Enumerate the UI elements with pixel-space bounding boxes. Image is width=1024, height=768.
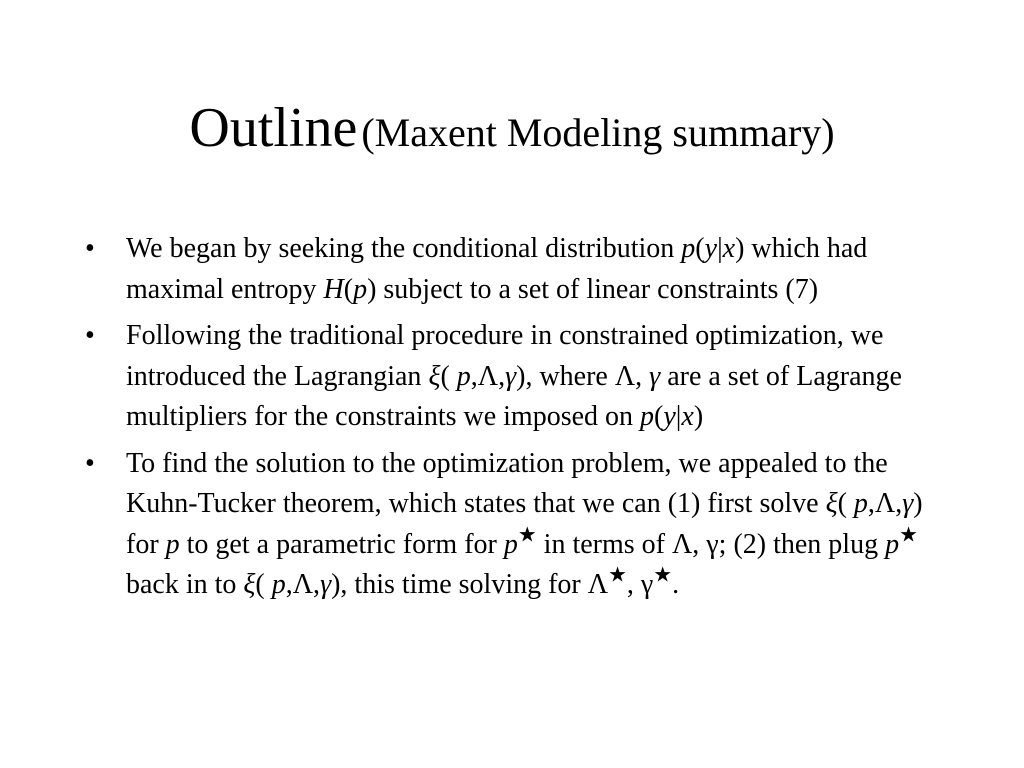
bullet-list	[85, 229, 955, 612]
slide-title	[0, 97, 1024, 159]
bullet-dot-icon: •	[85, 447, 95, 479]
bullet-text: To find the solution to the optimization problem, we appealed to the Kuhn-Tucker theorem, which states that we can (1) first solve ξ( p,Λ,γ) for p to get a parametric form for p★ in terms of Λ, γ; (2) then plug p★ back in to ξ( p,Λ,γ), this time solving for Λ★, γ★.	[126, 447, 923, 600]
bullet-text: We began by seeking the conditional distribution p(y|x) which had maximal entropy H(p) subject to a set of linear constraints (7)	[126, 233, 868, 305]
bullet-dot-icon: •	[85, 233, 95, 264]
bullet-dot-icon: •	[85, 320, 95, 351]
title-main: Outline	[189, 97, 358, 159]
bullet-text: Following the traditional procedure in constrained optimization, we introduced the Lagrangian ξ( p,Λ,γ), where Λ, γ are a set of Lagrange multipliers for the constraints we imposed on p(y|x)	[126, 320, 902, 432]
bullet-item	[85, 229, 955, 310]
bullet-item	[85, 316, 955, 438]
bullet-item	[85, 444, 955, 606]
title-subtitle: (Maxent Modeling summary)	[361, 110, 835, 155]
